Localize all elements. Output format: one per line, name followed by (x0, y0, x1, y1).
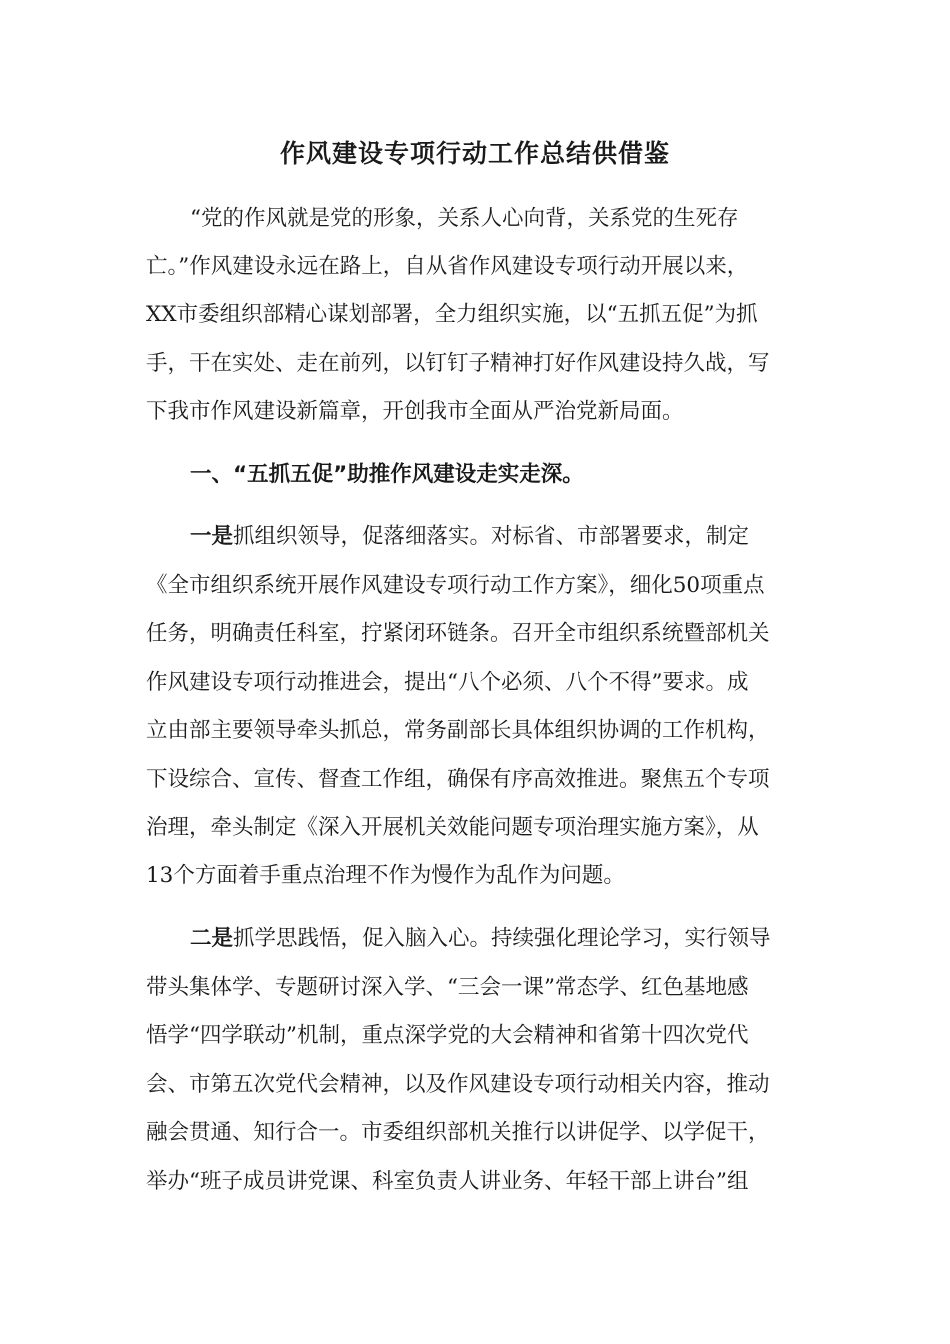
intro-line: “党的作风就是党的形象，关系人心向背，关系党的生死存 (190, 206, 739, 231)
paragraph-line: 融会贯通、知行合一。市委组织部机关推行以讲促学、以学促干， (146, 1120, 770, 1145)
paragraph-lead: 一是 (190, 524, 234, 549)
paragraph-lead: 二是 (190, 926, 234, 951)
intro-line: 手，干在实处、走在前列，以钉钉子精神打好作风建设持久战，写 (146, 351, 770, 376)
paragraph-line: 治理，牵头制定《深入开展机关效能问题专项治理实施方案》，从 (146, 815, 759, 840)
paragraph-first-line (190, 519, 850, 555)
paragraph-line: 下设综合、宣传、督查工作组，确保有序高效推进。聚焦五个专项 (146, 767, 770, 792)
intro-line: XX市委组织部精心谋划部署，全力组织实施，以“五抓五促”为抓 (146, 302, 758, 327)
paragraph-line: 带头集体学、专题研讨深入学、“三会一课”常态学、红色基地感 (146, 975, 749, 1000)
paragraph-line: 立由部主要领导牵头抓总，常务副部长具体组织协调的工作机构， (146, 718, 770, 743)
intro-line: 亡。”作风建设永远在路上，自从省作风建设专项行动开展以来， (146, 254, 749, 279)
document-title: 作风建设专项行动工作总结供借鉴 (279, 139, 670, 168)
paragraph-text: 抓组织领导，促落细落实。对标省、市部署要求，制定 (233, 524, 750, 549)
paragraph-text: 抓学思践悟，促入脑入心。持续强化理论学习，实行领导 (233, 926, 771, 951)
paragraph-line: 13个方面着手重点治理不作为慢作为乱作为问题。 (146, 863, 625, 888)
paragraph-line: 会、市第五次党代会精神，以及作风建设专项行动相关内容，推动 (146, 1072, 770, 1097)
paragraph-first-line (190, 921, 850, 957)
paragraph-line: 作风建设专项行动推进会，提出“八个必须、八个不得”要求。成 (146, 670, 749, 695)
paragraph-line: 悟学“四学联动”机制，重点深学党的大会精神和省第十四次党代 (146, 1023, 749, 1048)
intro-line: 下我市作风建设新篇章，开创我市全面从严治党新局面。 (146, 399, 684, 424)
section-heading: 一、“五抓五促”助推作风建设走实走深。 (190, 462, 584, 487)
paragraph-line: 举办“班子成员讲党课、科室负责人讲业务、年轻干部上讲台”组 (146, 1169, 749, 1194)
paragraph-line: 《全市组织系统开展作风建设专项行动工作方案》，细化50项重点 (146, 573, 765, 598)
paragraph-line: 任务，明确责任科室，拧紧闭环链条。召开全市组织系统暨部机关 (146, 621, 770, 646)
